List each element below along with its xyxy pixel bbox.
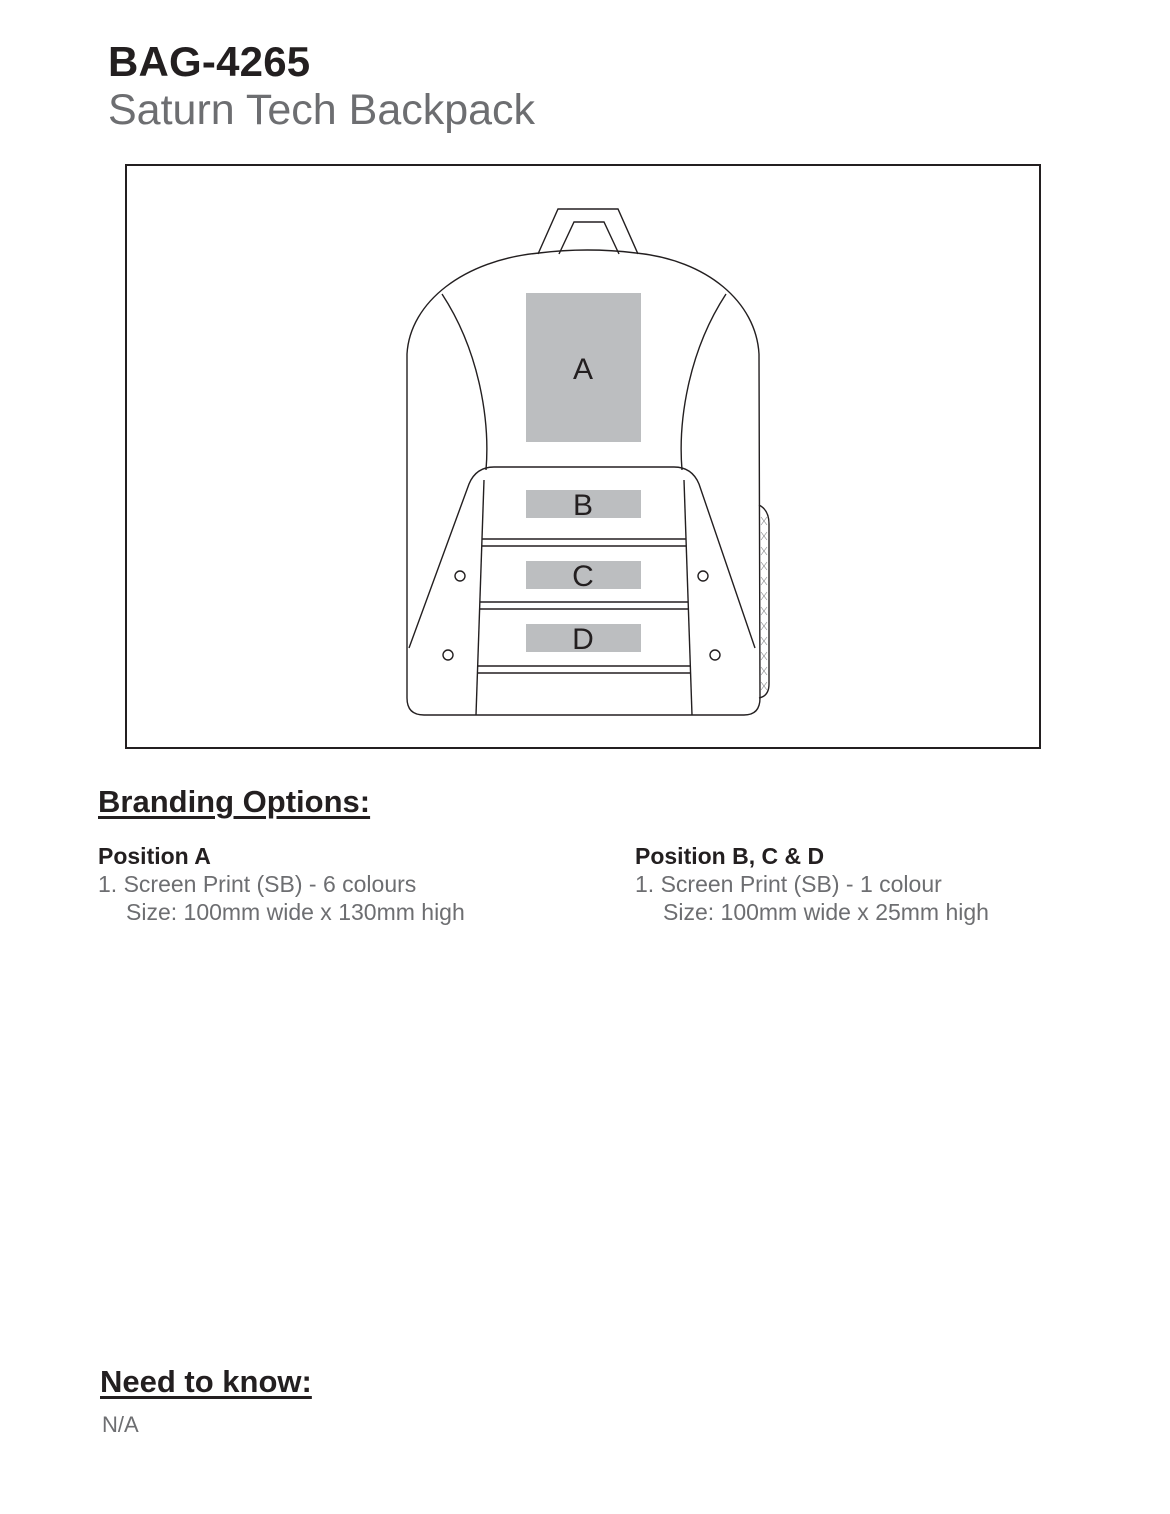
backpack-drawing [127, 166, 1043, 751]
rivet [443, 650, 453, 660]
rivet [698, 571, 708, 581]
position-bcd-block [635, 842, 989, 926]
need-to-know-text: N/A [102, 1412, 139, 1437]
right-panel-curve [681, 294, 726, 470]
print-area-b-label: B [572, 489, 594, 522]
left-panel-curve [442, 294, 487, 470]
position-a-title: Position A [98, 843, 211, 869]
product-code: BAG-4265 [108, 38, 311, 85]
print-area-c-label: C [572, 560, 594, 593]
position-a-block [98, 842, 465, 926]
position-a-size: Size: 100mm wide x 130mm high [126, 899, 465, 925]
handle-outer [538, 209, 638, 254]
position-bcd-title: Position B, C & D [635, 843, 825, 869]
handle-inner [559, 222, 619, 254]
print-area-d-label: D [572, 623, 594, 656]
rivet [710, 650, 720, 660]
rivet [455, 571, 465, 581]
product-name: Saturn Tech Backpack [108, 86, 536, 134]
pocket-seam-right [684, 480, 692, 715]
pocket-seam-left [476, 480, 484, 715]
position-bcd-method: 1. Screen Print (SB) - 1 colour [635, 871, 942, 897]
print-area-a-label: A [572, 353, 594, 386]
side-mesh-texture [761, 517, 767, 690]
product-drawing-frame [125, 164, 1041, 749]
branding-options-heading: Branding Options: [98, 784, 371, 819]
position-bcd-size: Size: 100mm wide x 25mm high [663, 899, 989, 925]
need-to-know-heading: Need to know: [100, 1364, 312, 1399]
position-a-method: 1. Screen Print (SB) - 6 colours [98, 871, 417, 897]
